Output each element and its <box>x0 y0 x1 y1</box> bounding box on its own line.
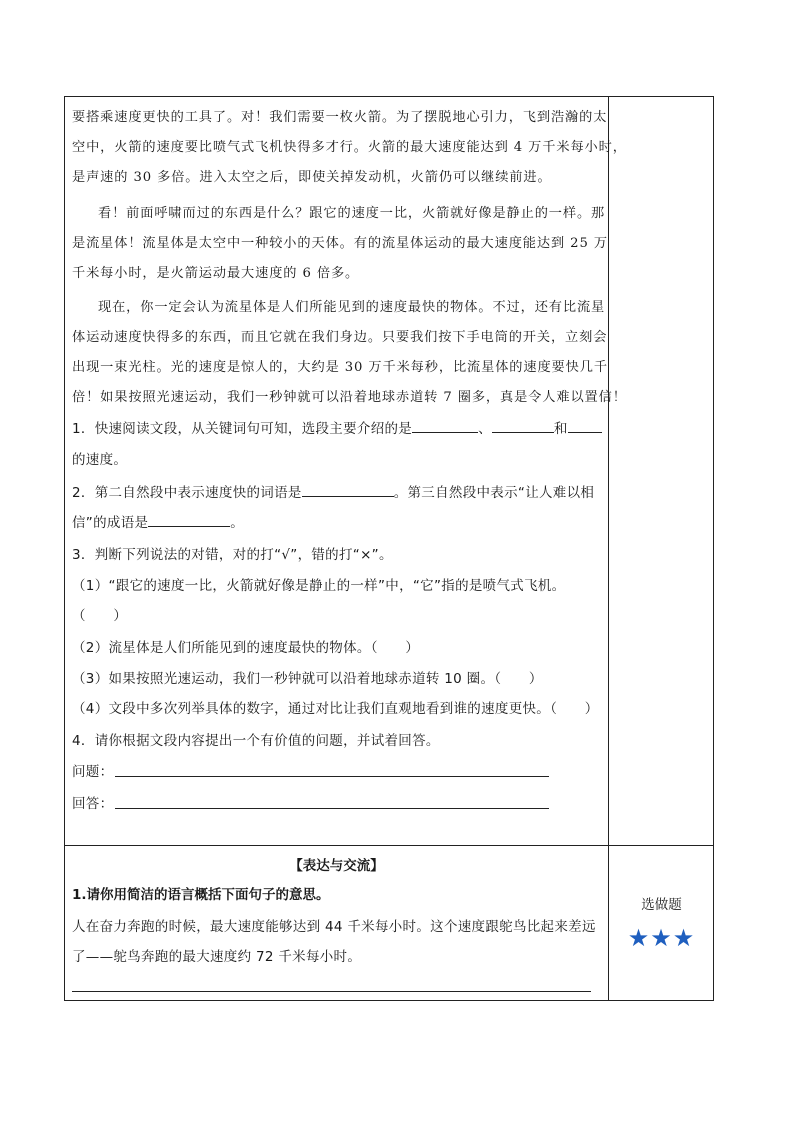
optional-label: 选做题 <box>641 897 682 913</box>
expression-cell <box>65 846 608 1002</box>
passage-line: 是流星体！流星体是太空中一种较小的天体。有的流星体运动的最大速度能达到 25 万 <box>72 236 608 251</box>
question-3-item-3: （3）如果按照光速运动，我们一秒钟就可以沿着地球赤道转 10 圈。（ ） <box>72 671 543 687</box>
question-4-title: 4．请你根据文段内容提出一个有价值的问题，并试着回答。 <box>72 733 440 749</box>
passage-line: 要搭乘速度更快的工具了。对！我们需要一枚火箭。为了摆脱地心引力，飞到浩瀚的太 <box>72 110 608 125</box>
passage-line: 倍！如果按照光速运动，我们一秒钟就可以沿着地球赤道转 7 圈多，真是令人难以置信！ <box>72 390 627 405</box>
expression-question-title: 1.请你用简洁的语言概括下面句子的意思。 <box>72 887 330 903</box>
question-3-title: 3．判断下列说法的对错，对的打“√”，错的打“×”。 <box>72 547 393 563</box>
star-rating-icon: ★★★ <box>627 924 696 952</box>
passage-line: 出现一束光柱。光的速度是惊人的，大约是 30 万千米每秒，比流星体的速度要快几千 <box>72 360 608 375</box>
q1-blank-2[interactable] <box>492 418 554 433</box>
passage-line: 千米每小时，是火箭运动最大速度的 6 倍多。 <box>72 266 360 281</box>
question-4-answer-label: 回答： <box>72 796 114 812</box>
passage-line: 现在，你一定会认为流星体是人们所能见到的速度最快的物体。不过，还有比流星 <box>98 300 606 315</box>
passage-line: 看！前面呼啸而过的东西是什么？跟它的速度一比，火箭就好像是静止的一样。那 <box>98 206 606 221</box>
q2-blank-1[interactable] <box>302 482 394 497</box>
q1-blank-1[interactable] <box>412 418 478 433</box>
worksheet-table <box>64 96 714 1001</box>
question-3-item-1-paren[interactable]: （ ） <box>72 608 128 624</box>
expression-sentence-line: 人在奋力奔跑的时候，最大速度能够达到 44 千米每小时。这个速度跟鸵鸟比起来差远 <box>72 919 596 935</box>
question-3-item-2: （2）流星体是人们所能见到的速度最快的物体。（ ） <box>72 640 420 656</box>
question-4-question-line[interactable] <box>115 776 549 777</box>
q2-mid: 。第三自然段中表示“让人难以相 <box>393 485 595 501</box>
passage-line: 体运动速度快得多的东西，而且它就在我们身边。只要我们按下手电筒的开关，立刻会 <box>72 330 608 345</box>
question-4-answer-line[interactable] <box>115 808 549 809</box>
q2-line2-prefix: 信”的成语是 <box>72 515 149 531</box>
question-2-cont <box>72 511 244 531</box>
passage-line: 空中，火箭的速度要比喷气式飞机快得多才行。火箭的最大速度能达到 4 万千米每小时， <box>72 140 627 155</box>
q1-separator: 和 <box>553 421 568 437</box>
q2-prefix: 2．第二自然段中表示速度快的词语是 <box>72 485 302 501</box>
question-2 <box>72 481 594 501</box>
question-3-item-4: （4）文段中多次列举具体的数字，通过对比让我们直观地看到谁的速度更快。（ ） <box>72 701 599 717</box>
question-1 <box>72 417 602 437</box>
question-4-question-label: 问题： <box>72 764 114 780</box>
passage-line: 是声速的 30 多倍。进入太空之后，即使关掉发动机，火箭仍可以继续前进。 <box>72 170 552 185</box>
q1-blank-3[interactable] <box>568 418 602 433</box>
reading-cell <box>65 97 627 845</box>
q2-blank-2[interactable] <box>148 512 230 527</box>
q2-line2-suffix: 。 <box>230 515 245 531</box>
q1-separator: 、 <box>478 421 492 437</box>
section-title: 【表达与交流】 <box>289 858 384 874</box>
expression-answer-line[interactable] <box>72 991 591 992</box>
question-3-item-1: （1）“跟它的速度一比，火箭就好像是静止的一样”中，“它”指的是喷气式飞机。 <box>72 578 566 594</box>
question-1-cont: 的速度。 <box>72 452 128 468</box>
expression-sentence-line: 了——鸵鸟奔跑的最大速度约 72 千米每小时。 <box>72 949 362 965</box>
q1-prefix: 1．快速阅读文段，从关键词句可知，选段主要介绍的是 <box>72 421 413 437</box>
side-cell <box>609 846 714 1002</box>
